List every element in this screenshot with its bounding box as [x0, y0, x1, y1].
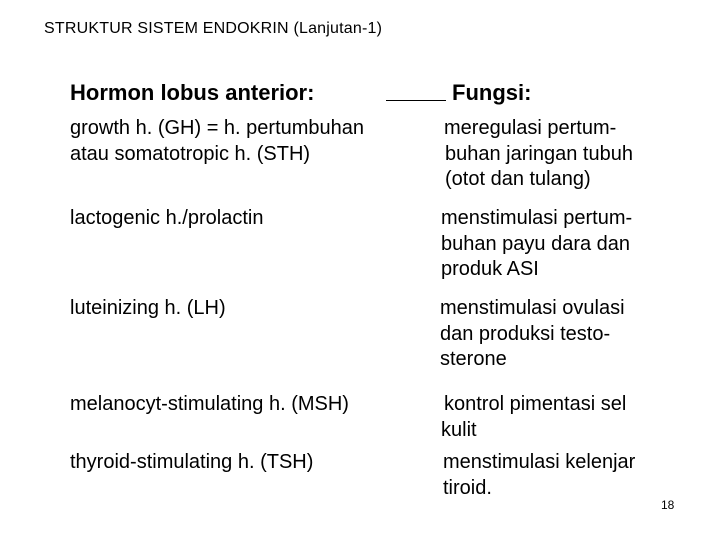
hormone-line: luteinizing h. (LH)	[70, 297, 226, 319]
function-line: menstimulasi kelenjar	[443, 451, 636, 473]
hormone-line: lactogenic h./prolactin	[70, 207, 264, 229]
row-tsh-hormone	[70, 450, 313, 476]
hormone-line: melanocyt-stimulating h. (MSH)	[70, 393, 349, 415]
function-line: kontrol pimentasi sel	[444, 393, 627, 415]
header-underline	[386, 100, 446, 101]
row-prolactin-function	[441, 206, 632, 283]
row-lh-hormone	[70, 296, 226, 322]
function-line: buhan jaringan tubuh	[445, 142, 633, 165]
function-line: produk ASI	[441, 258, 539, 280]
function-line: sterone	[440, 348, 507, 370]
header-function: Fungsi:	[452, 80, 532, 105]
row-prolactin-hormone	[70, 206, 263, 232]
row-msh-hormone	[70, 392, 349, 418]
row-gh-hormone	[70, 116, 364, 167]
function-line: menstimulasi ovulasi	[440, 297, 625, 319]
function-line: kulit	[441, 418, 477, 441]
function-line: (otot dan tulang)	[445, 168, 591, 190]
function-line: buhan payu dara dan	[441, 232, 631, 255]
function-line: meregulasi pertum-	[444, 117, 617, 139]
page-number: 18	[661, 498, 675, 512]
header-hormone: Hormon lobus anterior:	[70, 80, 315, 105]
hormone-line: growth h. (GH) = h. pertumbuhan	[70, 117, 365, 139]
row-tsh-function	[443, 450, 635, 501]
hormone-line: thyroid-stimulating h. (TSH)	[70, 451, 314, 473]
hormone-line: atau somatotropic h. (STH)	[70, 142, 311, 165]
function-line: menstimulasi pertum-	[441, 207, 633, 229]
function-line: dan produksi testo-	[440, 322, 611, 345]
row-msh-function	[441, 392, 627, 443]
row-gh-function	[444, 116, 633, 193]
function-line: tiroid.	[443, 476, 492, 499]
row-lh-function	[440, 296, 625, 373]
slide-title: STRUKTUR SISTEM ENDOKRIN (Lanjutan-1)	[44, 20, 383, 37]
